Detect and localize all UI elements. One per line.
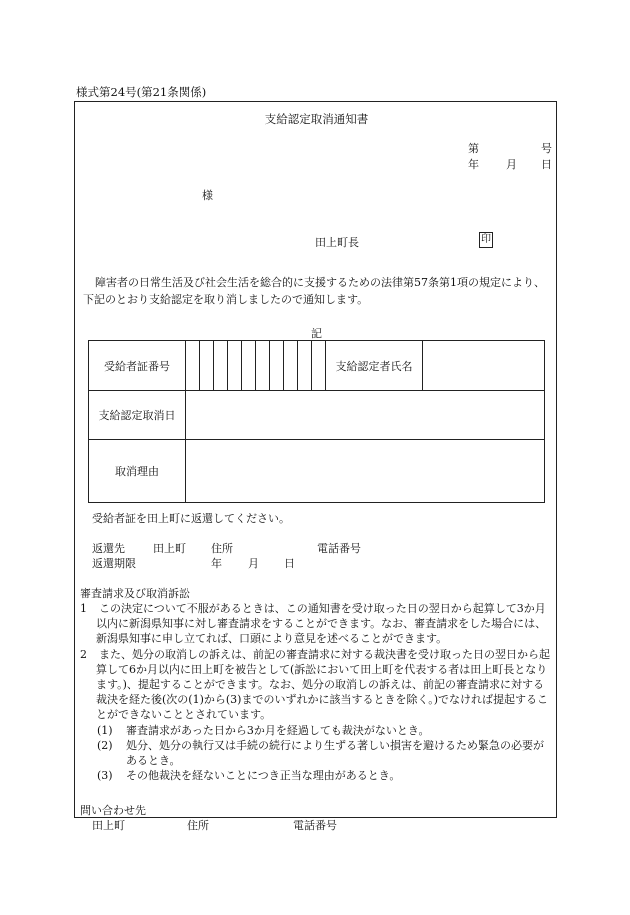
appeal-heading: 審査請求及び取消訴訟 (80, 587, 190, 600)
contact-phone-label: 電話番号 (293, 819, 337, 832)
contact-heading: 問い合わせ先 (80, 804, 146, 817)
recipient-number-digit[interactable] (200, 341, 214, 391)
return-deadline-month: 月 (248, 557, 259, 570)
appeal-item-text: また、処分の取消しの訴えは、前記の審査請求に対する裁決書を受け取った日の翌日から起算して6か月以内に田上町を被告として(訴訟において田上町を代表する者は田上町長となります。)、提起することができます。なお、処分の取消しの訴えは、前記の審査請求に対する裁決を経た後(次の(1)から(3)までのいずれかに該当するときを除く。)でなければ提起することができないこととされています。 (96, 647, 550, 722)
reason-label: 取消理由 (89, 440, 186, 503)
appeal-item (80, 601, 552, 647)
return-instruction: 受給者証を田上町に返還してください。 (92, 512, 290, 525)
issuer-name: 田上町長 (315, 236, 359, 249)
number-suffix: 号 (541, 142, 552, 155)
cancel-date-label: 支給認定取消日 (89, 391, 186, 440)
return-phone-label: 電話番号 (317, 542, 361, 555)
appeal-subitem-number: (1) (97, 723, 113, 737)
reason-field[interactable] (186, 440, 545, 503)
return-town: 田上町 (153, 542, 186, 555)
date-month: 月 (506, 158, 517, 171)
appeal-item-text: この決定について不服があるときは、この通知書を受け取った日の翌日から起算して3か月以内に新潟県知事に対し審査請求をすることができます。なお、審査請求をした場合には、新潟県知事に申し立てれば、口頭により意見を述べることができます。 (96, 602, 547, 646)
appeal-item-number: 1 (80, 602, 87, 615)
contact-address-label: 住所 (187, 819, 209, 832)
cancel-date-field[interactable] (186, 391, 545, 440)
table-row (89, 391, 545, 440)
appeal-item (80, 647, 552, 723)
table-row (89, 341, 545, 391)
date-day: 日 (541, 158, 552, 171)
appeal-subitem (80, 738, 552, 768)
seal-mark: 印 (479, 232, 493, 248)
appeal-subitem-number: (3) (97, 769, 113, 783)
addressee-suffix: 様 (202, 189, 213, 202)
appeal-items (80, 601, 552, 783)
recipient-number-digit[interactable] (284, 341, 298, 391)
recipient-number-digit[interactable] (256, 341, 270, 391)
return-destination-label: 返還先 (92, 542, 125, 555)
recipient-number-digit[interactable] (214, 341, 228, 391)
return-address-label: 住所 (211, 542, 233, 555)
return-deadline-year: 年 (211, 557, 222, 570)
appeal-subitem (80, 768, 552, 783)
recipient-number-digit[interactable] (186, 341, 200, 391)
appeal-subitem (80, 723, 552, 738)
appeal-item-number: 2 (80, 647, 87, 661)
details-table (88, 340, 545, 503)
ki-heading: 記 (311, 327, 322, 340)
recipient-number-digit[interactable] (242, 341, 256, 391)
recipient-number-label: 受給者証番号 (89, 341, 186, 391)
recipient-number-digit[interactable] (270, 341, 284, 391)
form-number-label: 様式第24号(第21条関係) (76, 85, 207, 99)
appeal-subitem-text: 審査請求があった日から3か月を経過しても裁決がないとき。 (126, 723, 430, 737)
notice-frame (74, 101, 557, 832)
recipient-number-digit[interactable] (228, 341, 242, 391)
certified-name-label: 支給認定者氏名 (326, 341, 423, 391)
appeal-subitem-text: その他裁決を経ないことにつき正当な理由があるとき。 (126, 769, 401, 783)
table-row (89, 440, 545, 503)
certified-name-field[interactable] (423, 341, 545, 391)
recipient-number-digit[interactable] (312, 341, 326, 391)
appeal-subitem-text: 処分、処分の執行又は手続の続行により生ずる著しい損害を避けるため緊急の必要があるとき。 (126, 738, 544, 768)
recipient-number-digit[interactable] (298, 341, 312, 391)
appeal-subitem-number: (2) (97, 738, 113, 752)
number-prefix: 第 (468, 142, 479, 155)
contact-town: 田上町 (92, 819, 125, 832)
date-year: 年 (468, 158, 479, 171)
return-deadline-day: 日 (284, 557, 295, 570)
notice-text: 障害者の日常生活及び社会生活を総合的に支援するための法律第57条第1項の規定により、下記のとおり支給認定を取り消しましたので通知します。 (83, 276, 545, 306)
return-deadline-label: 返還期限 (92, 557, 136, 570)
document-title: 支給認定取消通知書 (264, 112, 369, 126)
